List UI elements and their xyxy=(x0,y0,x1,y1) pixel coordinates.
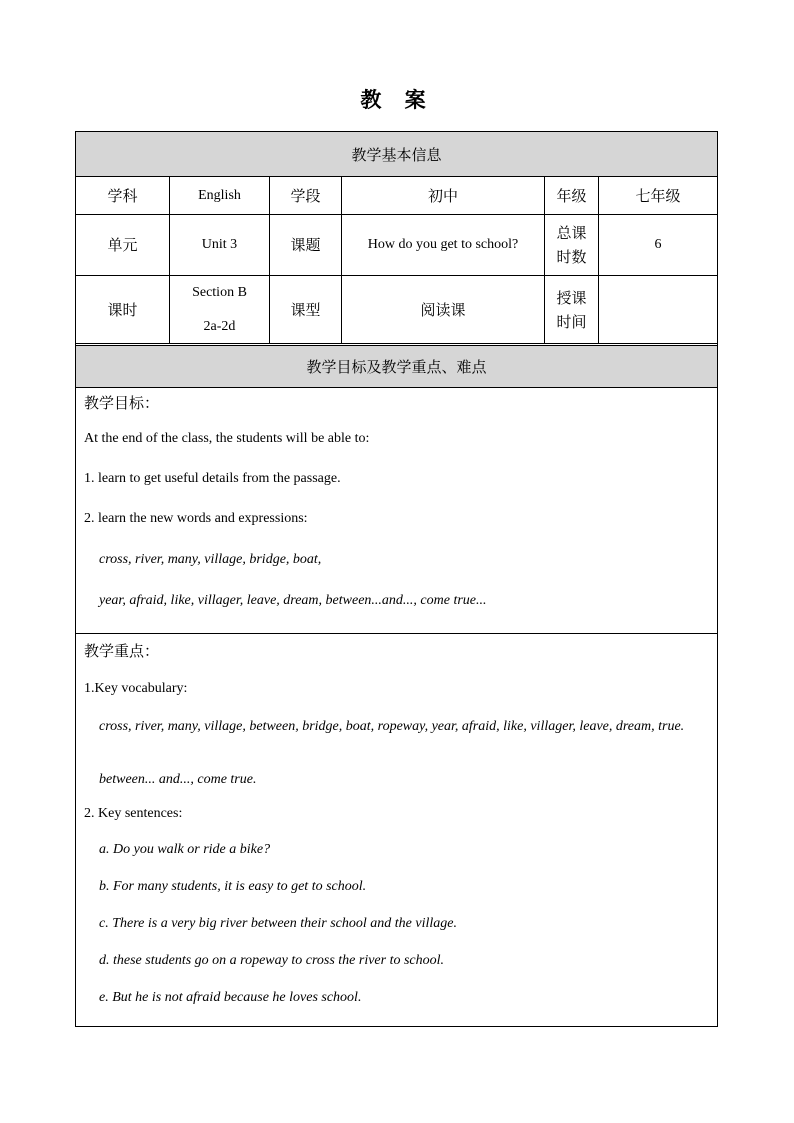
key-sentence-d: d. these students go on a ropeway to cross the river to school. xyxy=(99,953,445,968)
label-unit: 单元 xyxy=(76,215,170,275)
label-subject: 学科 xyxy=(76,177,170,214)
info-row-unit xyxy=(76,215,717,276)
info-row-period xyxy=(76,276,717,346)
value-topic: How do you get to school? xyxy=(342,215,545,275)
value-period-line2: 2a-2d xyxy=(203,318,236,334)
label-grade: 年级 xyxy=(545,177,599,214)
label-total-periods-line1: 总课 xyxy=(556,224,587,242)
label-topic: 课题 xyxy=(270,215,342,275)
goals-words-line2: year, afraid, like, villager, leave, dream, between...and..., come true... xyxy=(99,593,487,608)
key-sentence-e: e. But he is not afraid because he loves school. xyxy=(99,990,362,1005)
goals-item-2: 2. learn the new words and expressions: xyxy=(84,511,308,526)
key-vocab-phrases: between... and..., come true. xyxy=(99,772,257,787)
label-class-time xyxy=(545,276,599,343)
label-period: 课时 xyxy=(76,276,170,343)
value-lesson-type: 阅读课 xyxy=(342,276,545,343)
objectives-header: 教学目标及教学重点、难点 xyxy=(76,346,717,388)
teaching-goals-section xyxy=(76,388,717,634)
key-sentence-a: a. Do you walk or ride a bike? xyxy=(99,842,271,857)
value-subject: English xyxy=(170,177,270,214)
value-grade: 七年级 xyxy=(635,186,681,205)
label-stage: 学段 xyxy=(270,177,342,214)
key-points-heading: 教学重点： xyxy=(84,642,160,660)
key-sentence-c: c. There is a very big river between their school and the village. xyxy=(99,916,457,931)
value-period xyxy=(170,276,270,343)
label-total-periods-line2: 时数 xyxy=(556,248,587,266)
goals-heading: 教学目标： xyxy=(84,394,160,412)
lesson-plan-table xyxy=(75,131,718,1027)
label-total-periods xyxy=(545,215,599,275)
label-class-time-line1: 授课 xyxy=(556,288,587,307)
key-sentence-b: b. For many students, it is easy to get to school. xyxy=(99,879,367,894)
document-title: 教 案 xyxy=(360,88,434,112)
label-lesson-type: 课型 xyxy=(270,276,342,343)
info-row-subject xyxy=(76,177,717,215)
value-class-time xyxy=(599,276,717,343)
key-sentences-title: 2. Key sentences: xyxy=(84,806,183,821)
value-stage: 初中 xyxy=(342,177,545,214)
value-total-periods: 6 xyxy=(654,237,662,252)
key-points-section xyxy=(76,634,717,1026)
key-vocab-title: 1.Key vocabulary: xyxy=(84,681,188,696)
value-unit: Unit 3 xyxy=(170,215,270,275)
basic-info-header: 教学基本信息 xyxy=(76,132,717,177)
goals-words-line1: cross, river, many, village, bridge, boat, xyxy=(99,552,322,567)
goals-item-1: 1. learn to get useful details from the passage. xyxy=(84,471,341,486)
goals-intro: At the end of the class, the students will be able to: xyxy=(84,431,370,446)
label-class-time-line2: 时间 xyxy=(556,312,587,331)
value-period-line1: Section B xyxy=(192,284,247,300)
key-vocab-list: cross, river, many, village, between, bridge, boat, ropeway, year, afraid, like, villager, leave, dream, true. xyxy=(99,719,685,734)
